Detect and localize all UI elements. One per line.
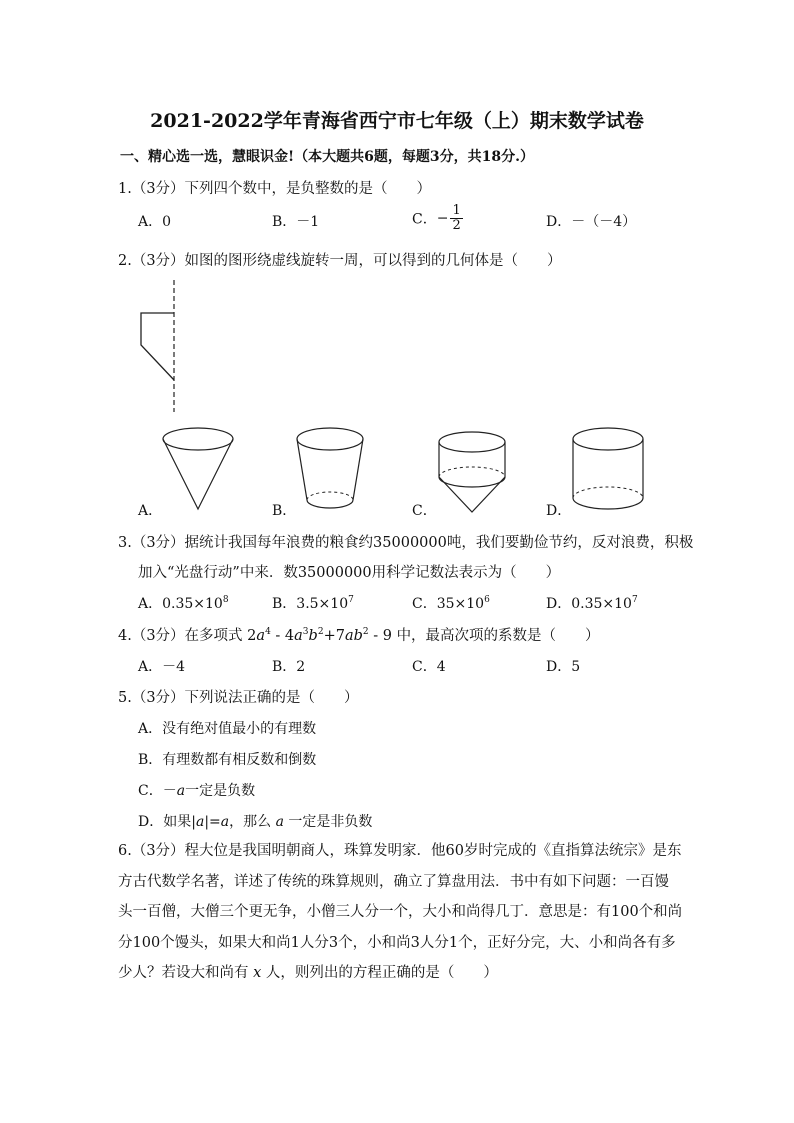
- q6-text-suffix: 人，则列出的方程正确的是（ ）: [265, 965, 498, 981]
- q1-option-c-sign: −: [436, 210, 449, 227]
- q3-d-base: D．0.35×10: [546, 596, 632, 612]
- page-title: 2021-2022学年青海省西宁市七年级（上）期末数学试卷: [150, 110, 644, 132]
- cone-solid: [160, 425, 240, 515]
- q5-d-prefix: D．如果|: [138, 814, 196, 830]
- q3-c-exponent: 6: [484, 595, 490, 605]
- q5-d-mid2: ，那么: [229, 814, 272, 830]
- cylinder-solid: [570, 425, 650, 515]
- question-2-stem: 2.（3分）如图的图形绕虚线旋转一周，可以得到的几何体是（ ）: [118, 253, 562, 269]
- question-1-stem: 1.（3分）下列四个数中，是负整数的是（ ）: [118, 181, 432, 197]
- q1-option-b: B．－1: [272, 214, 320, 230]
- q3-a-base: A．0.35×10: [138, 596, 223, 612]
- q5-option-b: B．有理数都有相反数和倒数: [138, 752, 317, 768]
- q5-option-d: D．如果|a|=a，那么 a 一定是非负数: [138, 814, 373, 830]
- q3-d-exponent: 7: [631, 595, 638, 605]
- q3-a-exponent: 8: [222, 595, 229, 605]
- section-heading: 一、精心选一选，慧眼识金!（本大题共6题，每题3分，共18分.）: [120, 149, 534, 165]
- q5-d-suffix: 一定是非负数: [288, 814, 373, 830]
- q4-option-d: D．5: [546, 659, 581, 675]
- q1-option-c-fraction: [450, 204, 462, 233]
- frustum-solid: [295, 425, 370, 515]
- fraction-numerator: 1: [452, 203, 461, 218]
- q2-option-c: C．: [412, 503, 437, 519]
- q3-option-d: [546, 593, 638, 613]
- question-5-stem: 5.（3分）下列说法正确的是（ ）: [118, 690, 359, 706]
- q5-d-mid: |=: [204, 814, 221, 830]
- q6-text-prefix: 6.（3分）程大位是我国明朝商人，珠算发明家．他60岁时完成的《直指算法统宗》是东方古代数学名著，详述了传统的珠算规则，确立了算盘用法．书中有如下问题：一百馒头一百僧，大僧三个更无争，小僧三人分一个，大小和尚得几丁．意思是：有100个和尚分100个馒头，如果大和尚1人分3个，小和尚3人分1个，正好分完，大、小和尚各有多少人？若设大和尚有: [118, 843, 683, 981]
- rotation-shape: [141, 313, 174, 380]
- q5-c-suffix: 一定是负数: [185, 783, 256, 799]
- q5-option-a: A．没有绝对值最小的有理数: [138, 721, 317, 737]
- q4-option-b: B．2: [272, 659, 306, 675]
- q5-c-prefix: C．－: [138, 783, 177, 799]
- q1-option-c-prefix: C．: [412, 211, 437, 228]
- q3-b-exponent: 7: [348, 595, 354, 605]
- q2-option-a: A．: [138, 503, 163, 519]
- q3-option-b: [272, 593, 354, 613]
- q4-stem-prefix: 4.（3分）在多项式 2: [118, 628, 257, 644]
- rotation-figure: [130, 280, 190, 415]
- q1-option-c: [412, 204, 463, 233]
- q3-b-base: B．3.5×10: [272, 596, 349, 612]
- q4-stem-suffix: 中，最高次项的系数是（ ）: [396, 628, 600, 644]
- cylinder-cone-solid: [435, 430, 510, 520]
- question-4-stem: 4.（3分）在多项式 $2a^4 - 4a^3b^2+7ab^2 - 9$ 中，最高次项的系数是（ ）: [118, 627, 600, 644]
- q4-option-c: C．4: [412, 659, 446, 675]
- q3-c-base: C．35×10: [412, 596, 485, 612]
- question-3-line-1: 3.（3分）据统计我国每年浪费的粮食约35000000吨，我们要勤俭节约，反对浪费，积极: [118, 535, 694, 551]
- q3-option-a: [138, 593, 229, 613]
- q1-option-a: A．0: [138, 214, 172, 230]
- q5-option-c: C．－a一定是负数: [138, 783, 256, 799]
- q2-option-d: D．: [546, 503, 572, 519]
- q3-option-c: [412, 593, 490, 613]
- fraction-denominator: 2: [452, 218, 461, 233]
- q2-option-b: B．: [272, 503, 297, 519]
- question-6-paragraph: 6.（3分）程大位是我国明朝商人，珠算发明家．他60岁时完成的《直指算法统宗》是东方古代数学名著，详述了传统的珠算规则，确立了算盘用法．书中有如下问题：一百馒头一百僧，大僧三个更无争，小僧三人分一个，大小和尚得几丁．意思是：有100个和尚分100个馒头，如果大和尚1人分3个，小和尚3人分1个，正好分完，大、小和尚各有多少人？若设大和尚有 x 人，则列出的方程正确的是（ ）: [118, 843, 683, 981]
- q4-option-a: A．－4: [138, 659, 186, 675]
- question-3-line-2: 加入“光盘行动”中来．数35000000用科学记数法表示为（ ）: [138, 565, 561, 581]
- q1-option-d: D．－（－4）: [546, 214, 637, 230]
